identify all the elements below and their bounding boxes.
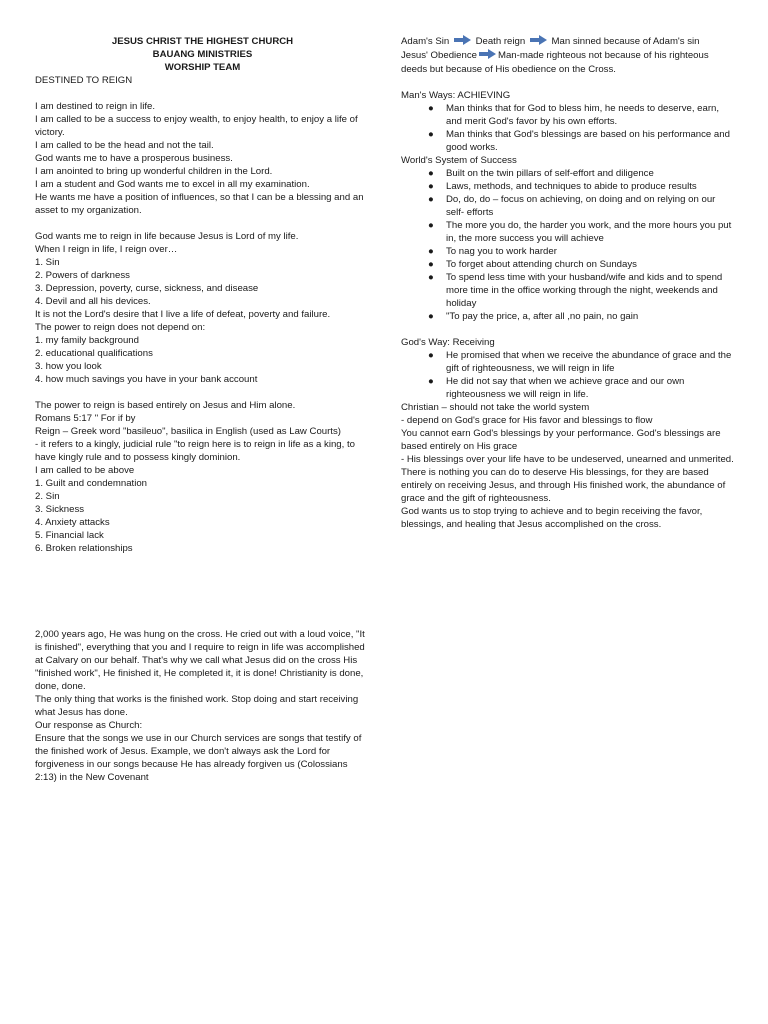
bullet-text: Do, do, do – focus on achieving, on doing and on relying on our self- efforts [446,194,716,218]
bullet-item [401,102,736,128]
text-line: 4. Devil and all his devices. [35,296,151,307]
jesus-line [401,49,736,76]
text-line: 1. my family background [35,335,139,346]
right-arrow-icon [479,49,496,63]
adam-line [401,35,736,49]
bullet-dot-icon: ● [428,181,434,192]
text-line: God wants me to have a prosperous business. [35,153,233,164]
bullet-text: To nag you to work harder [446,246,557,257]
text-line: I am anointed to bring up wonderful children in the Lord. [35,166,273,177]
bullet-dot-icon: ● [428,311,434,322]
text-line: Reign – Greek word "basileuo", basilica in English (used as Law Courts) [35,426,341,437]
text-line: - depend on God's grace for His favor and blessings to flow [401,415,653,426]
text-line: I am called to be a success to enjoy wealth, to enjoy health, to enjoy a life of victory. [35,114,358,138]
text-line: DESTINED TO REIGN [35,75,133,86]
left-body [35,74,370,555]
text-line: 2. educational qualifications [35,348,153,359]
text-line: It is not the Lord's desire that I live a life of defeat, poverty and failure. [35,309,331,320]
right-tail-body [401,401,736,531]
text-line: 3. Depression, poverty, curse, sickness, and disease [35,283,259,294]
right-arrow-icon [454,35,471,49]
bullet-item [401,167,736,180]
text-line: 4. how much savings you have in your bank account [35,374,258,385]
bullet-item [401,180,736,193]
text-line: 3. Sickness [35,504,85,515]
ministry-name: BAUANG MINISTRIES [152,49,253,60]
bullet-item [401,128,736,154]
bullet-dot-icon: ● [428,376,434,387]
death-reign-text: Death reign [475,36,526,47]
bullet-dot-icon: ● [428,194,434,205]
mans-way-title: Man's Ways: ACHIEVING [401,90,511,101]
bullet-item [401,193,736,219]
bullet-dot-icon: ● [428,259,434,270]
gods-way-title: God's Way: Receiving [401,337,495,348]
world-system-title: World's System of Success [401,155,517,166]
bullet-dot-icon: ● [428,220,434,231]
bullet-text: He did not say that when we achieve grace and our own righteousness we will reign in life. [446,376,685,400]
text-line: There is nothing you can do to deserve His blessings, for they are based entirely on receiving Jesus, and through His finished work, the abundance of grace and the gift of righteousness. [401,467,726,504]
bullet-item [401,219,736,245]
text-line: The power to reign is based entirely on Jesus and Him alone. [35,400,296,411]
blank-line [35,386,370,399]
man-sinned-text: Man sinned because of Adam's sin [551,36,700,47]
text-line: 2. Powers of darkness [35,270,130,281]
team-name: WORSHIP TEAM [164,62,241,73]
bullet-dot-icon: ● [428,272,434,283]
text-line: I am called to be the head and not the tail. [35,140,214,151]
church-name: JESUS CHRIST THE HIGHEST CHURCH [111,36,294,47]
bullet-text: The more you do, the harder you work, and the more hours you put in, the more success you will achieve [446,220,732,244]
text-line: 1. Guilt and condemnation [35,478,148,489]
text-line: 2,000 years ago, He was hung on the cross. He cried out with a loud voice, "It is finished", everything that you and I require to reign in life was accomplished at Calvary on our behalf. That's why we call what Jesus did on the cross His "finished work", He finished it, He completed it, it is done! Christianity is done, done, done. [35,629,365,692]
bullet-item [401,271,736,310]
text-line: You cannot earn God's blessings by your performance. God's blessings are based entirely on His grace [401,428,721,452]
right-arrow-icon [530,35,547,49]
bullet-item [401,375,736,401]
bullet-dot-icon: ● [428,103,434,114]
text-line: I am a student and God wants me to excel in all my examination. [35,179,310,190]
bullet-item [401,258,736,271]
text-line: Ensure that the songs we use in our Church services are songs that testify of the finished work of Jesus. Example, we don't always ask the Lord for forgiveness in our songs because He has already forgiven us (Colossians 2:13) in the New Covenant [35,733,362,783]
text-line: He wants me have a position of influences, so that I can be a blessing and an asset to my organization. [35,192,364,216]
text-line: I am destined to reign in life. [35,101,155,112]
jesus-obedience-text: Jesus' Obedience [401,50,477,61]
text-line: 3. how you look [35,361,102,372]
text-line: The only thing that works is the finished work. Stop doing and start receiving what Jesus has done. [35,694,359,718]
blank-line [35,87,370,100]
text-line: God wants me to reign in life because Jesus is Lord of my life. [35,231,299,242]
blank-line [35,217,370,230]
bullet-text: To forget about attending church on Sundays [446,259,637,270]
text-line: - His blessings over your life have to be undeserved, unearned and unmerited. [401,454,734,465]
mans-way-list [401,102,736,154]
text-line: God wants us to stop trying to achieve and to begin receiving the favor, blessings, and healing that Jesus accomplished on the cross. [401,506,703,530]
text-line: 1. Sin [35,257,60,268]
text-line: - it refers to a kingly, judicial rule "to reign here is to reign in life as a king, to have kingly rule and to possess kingly dominion. [35,439,355,463]
bullet-dot-icon: ● [428,246,434,257]
right-column [401,35,736,531]
gods-way-list [401,349,736,401]
bullet-text: Laws, methods, and techniques to abide to produce results [446,181,697,192]
text-line: The power to reign does not depend on: [35,322,206,333]
text-line: 5. Financial lack [35,530,104,541]
bullet-text: Man thinks that God's blessings are based on his performance and good works. [446,129,730,153]
text-line: Romans 5:17 " For if by [35,413,136,424]
bullet-dot-icon: ● [428,168,434,179]
text-line: Our response as Church: [35,720,143,731]
bullet-dot-icon: ● [428,350,434,361]
bullet-dot-icon: ● [428,129,434,140]
bullet-text: He promised that when we receive the abundance of grace and the gift of righteousness, we will reign in life [446,350,732,374]
world-system-list [401,167,736,323]
bullet-text: "To pay the price, a, after all ,no pain, no gain [446,311,639,322]
bullet-item [401,349,736,375]
bullet-item [401,245,736,258]
bullet-text: Man thinks that for God to bless him, he needs to deserve, earn, and merit God's favor by his own efforts. [446,103,720,127]
man-made-righteous-text: Man-made righteous not because of his righteous deeds but because of His obedience on the Cross. [401,50,709,75]
text-line: 6. Broken relationships [35,543,133,554]
text-line: 2. Sin [35,491,60,502]
text-line: Christian – should not take the world system [401,402,590,413]
left-bottom-body [35,628,370,784]
text-line: 4. Anxiety attacks [35,517,110,528]
text-line: I am called to be above [35,465,135,476]
left-column [35,35,370,555]
bullet-text: Built on the twin pillars of self-effort and diligence [446,168,654,179]
text-line: When I reign in life, I reign over… [35,244,178,255]
bullet-item [401,310,736,323]
adams-sin-text: Adam's Sin [401,36,450,47]
bullet-text: To spend less time with your husband/wife and kids and to spend more time in the office working through the night, weekends and holiday [446,272,723,309]
